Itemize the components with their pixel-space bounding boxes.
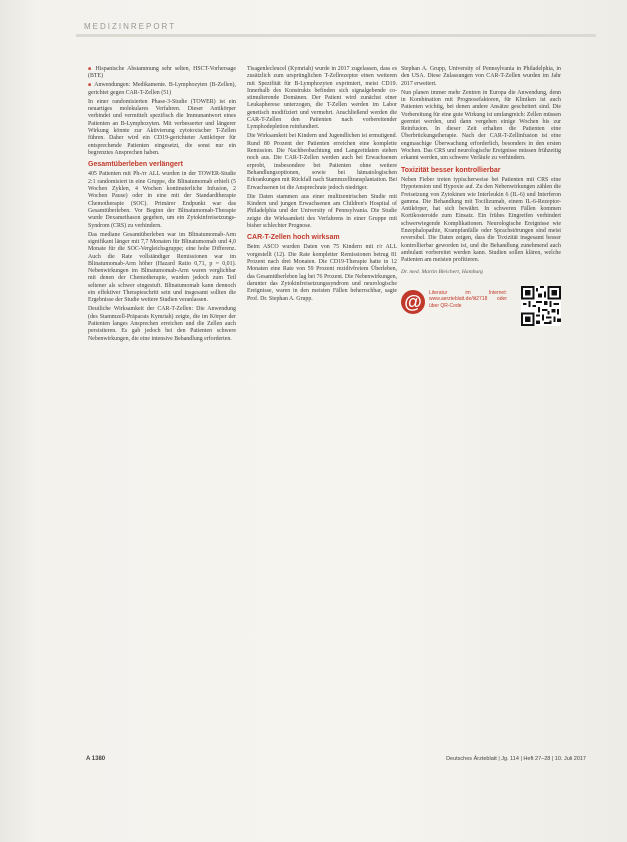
- at-icon: @: [401, 290, 425, 314]
- paragraph: Die Wirksamkeit bei Kindern und Jugendlichen ist ermutigend. Rund 80 Prozent der Patienten erreichen eine komplette Remission. Die Nachbeobachtung und Langzeitdaten stehen noch aus. Die CAR-T-Zellen werden auch bei Erwachsenen erprobt, insbesondere bei Patienten ohne weitere Behandlungsoptionen, sowie bei hämatologischen Erkrankungen mit Rückfall nach Stammzelltransplantation. Bei Erwachsenen ist die Ansprechrate jedoch niedriger.: [247, 133, 397, 191]
- qr-code-icon[interactable]: [521, 286, 561, 326]
- bullet-item: ■ Anwendungen: Medikamente. B-Lymphozyten (B-Zellen), gerichtet gegen CAR-T-Zellen (51): [88, 82, 236, 97]
- column-1: [88, 66, 236, 345]
- section-heading: Gesamtüberleben verlängert: [88, 161, 183, 169]
- column-2: [247, 66, 397, 305]
- journal-citation: Deutsches Ärzteblatt | Jg. 114 | Heft 27–28 | 10. Juli 2017: [446, 756, 586, 762]
- reference-box: [401, 286, 561, 330]
- page-footer: [86, 756, 586, 768]
- reference-text[interactable]: Literatur im Internet: www.aerzteblatt.de/lit2718 oder über QR-Code: [429, 289, 507, 309]
- paragraph: Neben Fieber treten typischerweise bei Patienten mit CRS eine Hypotension und Hypoxie auf. Zu den Nebenwirkungen zählen die Freisetzung von Zytokinen wie Interleukin 6 (IL-6) und Interferon gamma. Die Behandlung mit Tocilizumab, einem IL-6-Rezeptor-Antikörper, hat sich bewährt. In schweren Fällen kommen Kortikosteroide zum Einsatz. Ein frühes Eingreifen verhindert schwerwiegende Komplikationen. Neurologische Ereignisse wie Enzephalopathie, Krampfanfälle oder Sprachstörungen sind meist reversibel. Die Daten zeigen, dass die Toxizität insgesamt besser kontrollierbar geworden ist, und die Behandlung zunehmend auch ambulant vorbereitet werden kann. Studien sollen klären, welche Patienten am meisten profitieren.: [401, 176, 561, 264]
- column-3: [401, 66, 561, 330]
- paragraph: Stephan A. Grupp, University of Pennsylvania in Philadelphia, in den USA. Diese Zulassungen von CAR-T-Zellen wurden im Jahr 2017 erweitert.: [401, 66, 561, 87]
- section-heading: Toxizität besser kontrollierbar: [401, 166, 501, 174]
- paragraph: 405 Patienten mit Ph-/rr ALL wurden in der TOWER-Studie 2:1 randomisiert in eine Gruppe, die Blinatumomab erhielt (5 Wochen Zyklen, 4 Wochen kontinuierliche Infusion, 2 Wochen Pause) oder in eine mit der Standardtherapie Chemotherapie (SOC). Primärer Endpunkt war das Gesamtüberleben. Vor Beginn der Blinatumomab-Therapie wurde Dexamethason gegeben, um ein Zytokinfreisetzungs-Syndrom (CRS) zu verhindern.: [88, 171, 236, 229]
- page-header: [76, 18, 596, 35]
- author-signoff: Dr. med. Martin Bleichert, Hamburg: [401, 268, 483, 275]
- paragraph: Deutliche Wirksamkeit der CAR-T-Zellen: Die Anwendung (des Stammzell-Präparats Kymriah) zeigte, die im Körper der Patienten langes Ansprechen erreichen und die Zellen auch persistieren. Es gab jedoch bei den Patienten schwere Nebenwirkungen, die eine intensive Behandlung erforderten.: [88, 306, 236, 342]
- paragraph: Nun planen immer mehr Zentren in Europa die Anwendung, denn in Kombination mit Prognosefaktoren, für Kliniken ist auch Patienten wichtig, bei denen andere Ansätze gescheitert sind. Die Vorbereitung für eine gute Wirkung ist umfangreich: Zellen müssen geerntet werden, und dann vergehen einige Wochen bis zur Reinfusion. In dieser Zeit erhalten die Patienten eine Überbrückungstherapie. Nach der CAR-T-Zellinfusion ist eine engmaschige Überwachung erforderlich, besonders in den ersten Wochen. Das CRS und neurologische Ereignisse müssen frühzeitig erkannt werden, um schwere Verläufe zu verhindern.: [401, 89, 561, 162]
- header-rule: [76, 34, 596, 37]
- header-label: MEDIZINREPORT: [84, 22, 177, 31]
- bullet-item: ■ Hispanische Abstammung sehr selten, HSCT-Vorhersage (BTE): [88, 66, 236, 81]
- paragraph: Tisagenlecleucel (Kymriah) wurde in 2017 zugelassen, dass es zusätzlich zum ursprünglichen T-Zellrezeptor einen weiteren mit Spezifität für B-Lymphozyten exprimiert, meist CD19. Innerhalb des Konstrukts befinden sich signalgebende co-stimulierende Domänen. Der Patient wird zunächst einer Leukapherese unterzogen, die T-Zellen werden im Labor genetisch modifiziert und vermehrt. Anschließend werden die CAR-T-Zellen den Patienten nach vorbereitender Lymphodepletion reinfundiert.: [247, 66, 397, 131]
- paragraph: Das mediane Gesamtüberleben war im Blinatumomab-Arm signifikant länger mit 7,7 Monaten für Blinatumomab und 4,0 Monate für die SOC-Vergleichsgruppe; eine hohe Differenz. Auch die Rate vollständiger Remissionen war im Blinatumomab-Arm höher (Hazard Ratio 0,71, p = 0,01). Nebenwirkungen im Blinatumomab-Arm waren verglichbar mit denen der Chemotherapie, wurden jedoch zum Teil seltener als schwer eingestuft. Blinatumomab kann dennoch ein effektiver Therapieschritt sein und insgesamt sollten die Ergebnisse der Studie weitere Studien veranlassen.: [88, 231, 236, 304]
- paragraph: In einer randomisierten Phase-3-Studie (TOWER) ist ein neuartiges molekulares Verfahren. Dieser Antikörper verbindet und vermittelt spezifisch die Immunantwort eines Patienten an B-Lymphozyten. Mit verbesserter und längerer Wirkung könnte zur Aktivierung zytotoxischer T-Zellen führen. Daher wird ein CD19-gerichteter Antikörper für entsprechende Patienten eingesetzt, die sonst nur ein begrenztes Ansprechen haben.: [88, 98, 236, 156]
- paragraph: Die Daten stammen aus einer multizentrischen Studie mit Kindern und jungen Erwachsenen am Children's Hospital of Philadelphia und der University of Pennsylvania. Die Studie zeigte die Wirksamkeit des Verfahrens in einer Gruppe mit bisher schlechter Prognose.: [247, 193, 397, 229]
- page-number: A 1380: [86, 756, 106, 762]
- paragraph: Beim ASCO wurden Daten von 75 Kindern mit r/r ALL vorgestellt (12). Die Rate kompletter Remissionen betrug 81 Prozent nach drei Monaten. Die CD19-Therapie hatte in 12 Monaten eine Rate von 59 Prozent rezidivfreiem Überleben, das Gesamtüberleben lag bei 76 Prozent. Die Nebenwirkungen, darunter das Zytokinfreisetzungssyndrom und neurologische Ereignisse, waren in den meisten Fällen beherrschbar, sagte Prof. Dr. Stephan A. Grupp.: [247, 244, 397, 302]
- section-heading: CAR-T-Zellen hoch wirksam: [247, 234, 340, 242]
